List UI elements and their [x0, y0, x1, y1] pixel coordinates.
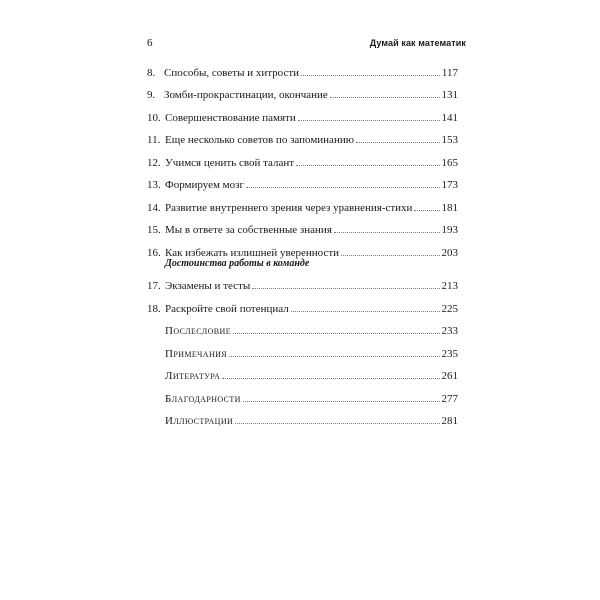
toc-entry-chapter-18[interactable]: [147, 301, 458, 315]
toc-entry-chapter-15[interactable]: [147, 222, 458, 236]
toc-entry-notes[interactable]: [147, 346, 458, 360]
page-ref: 131: [441, 89, 458, 101]
page-ref: 213: [441, 280, 458, 292]
page-ref: 277: [441, 393, 458, 405]
page-ref: 165: [441, 157, 458, 169]
toc-entry-illustrations[interactable]: [147, 413, 458, 427]
toc-entry-chapter-12[interactable]: [147, 155, 458, 169]
chapter-number: 17.: [147, 280, 161, 292]
toc-entry-literature[interactable]: [147, 368, 458, 382]
chapter-title: Раскройте свой потенциал: [165, 303, 289, 315]
dot-leader: [291, 309, 440, 312]
chapter-title: Зомби-прокрастинации, окончание: [164, 89, 328, 101]
page-ref: 235: [441, 348, 458, 360]
chapter-title: Учимся ценить свой талант: [165, 157, 295, 169]
dot-leader: [298, 118, 440, 121]
page-ref: 141: [441, 112, 458, 124]
dot-leader: [233, 331, 439, 334]
chapter-title: Еще несколько советов по запоминанию: [165, 134, 354, 146]
chapter-title: Совершенствование памяти: [165, 112, 296, 124]
dot-leader: [243, 399, 440, 402]
page-ref: 181: [441, 202, 458, 214]
chapter-title: Экзамены и тесты: [165, 280, 251, 292]
dot-leader: [341, 253, 439, 256]
chapter-number: 16.: [147, 247, 161, 259]
page-ref: 261: [441, 370, 458, 382]
page-ref: 233: [441, 325, 458, 337]
toc-entry-chapter-8[interactable]: [147, 65, 458, 79]
chapter-number: 13.: [147, 179, 161, 191]
dot-leader: [235, 421, 439, 424]
dot-leader: [222, 376, 439, 379]
backmatter-title: Благодарности: [165, 393, 241, 405]
chapter-subtitle: Достоинства работы в команде: [165, 258, 310, 269]
backmatter-title: Иллюстрации: [165, 415, 234, 427]
toc-entry-chapter-9[interactable]: [147, 87, 458, 101]
page-number: 6: [147, 37, 153, 49]
toc-entry-chapter-16[interactable]: [147, 245, 458, 259]
toc-entry-chapter-10[interactable]: [147, 110, 458, 124]
dot-leader: [334, 230, 440, 233]
page-ref: 203: [441, 247, 458, 259]
dot-leader: [229, 354, 439, 357]
chapter-title: Как избежать излишней уверенности: [165, 247, 340, 259]
page-ref: 281: [441, 415, 458, 427]
backmatter-title: Примечания: [165, 348, 228, 360]
page-ref: 153: [441, 134, 458, 146]
dot-leader: [296, 163, 439, 166]
page-ref: 173: [441, 179, 458, 191]
page-ref: 225: [441, 303, 458, 315]
backmatter-title: Литература: [165, 370, 221, 382]
toc-entry-acknowledgements[interactable]: [147, 391, 458, 405]
running-head: Думай как математик: [369, 38, 466, 48]
chapter-title: Мы в ответе за собственные знания: [165, 224, 332, 236]
page-ref: 193: [441, 224, 458, 236]
dot-leader: [252, 286, 439, 289]
chapter-number: 9.: [147, 89, 156, 101]
chapter-number: 12.: [147, 157, 161, 169]
chapter-title: Формируем мозг: [165, 179, 244, 191]
chapter-number: 8.: [147, 67, 156, 79]
toc-entry-chapter-13[interactable]: [147, 177, 458, 191]
chapter-number: 15.: [147, 224, 161, 236]
chapter-number: 18.: [147, 303, 161, 315]
chapter-number: 11.: [147, 134, 161, 146]
dot-leader: [246, 185, 440, 188]
dot-leader: [301, 73, 440, 76]
dot-leader: [356, 140, 440, 143]
toc-entry-chapter-14[interactable]: [147, 200, 458, 214]
toc-entry-afterword[interactable]: [147, 323, 458, 337]
page-ref: 117: [441, 67, 458, 79]
chapter-number: 14.: [147, 202, 161, 214]
dot-leader: [330, 95, 440, 98]
toc-entry-chapter-17[interactable]: [147, 278, 458, 292]
toc-entry-chapter-11[interactable]: [147, 132, 458, 146]
chapter-title: Способы, советы и хитрости: [164, 67, 300, 79]
chapter-title: Развитие внутреннего зрения через уравнения-стихи: [165, 202, 413, 214]
chapter-number: 10.: [147, 112, 161, 124]
dot-leader: [414, 208, 439, 211]
backmatter-title: Послесловие: [165, 325, 232, 337]
